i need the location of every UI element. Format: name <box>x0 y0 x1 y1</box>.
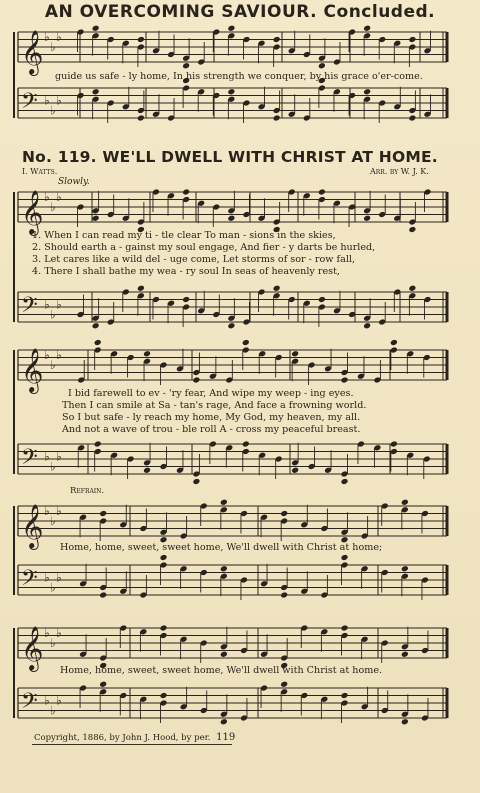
note-head <box>363 25 371 32</box>
note-head <box>192 478 200 485</box>
note-head <box>401 651 409 658</box>
flat-icon: ♭ <box>50 703 56 718</box>
flat-icon: ♭ <box>50 513 56 528</box>
note-head <box>341 625 349 632</box>
note-head <box>99 592 107 599</box>
note-head <box>160 625 168 632</box>
verse-1-line-2: I bid farewell to ev - 'ry fear, And wipe my weep - ing eyes. <box>68 388 354 399</box>
note-head <box>220 499 228 506</box>
flat-icon: ♭ <box>50 459 56 474</box>
verse-3-line-2: So I but safe - ly reach my home, My God, my heaven, my all. <box>62 412 361 423</box>
note-head <box>273 36 281 43</box>
flat-icon: ♭ <box>56 449 62 464</box>
note-head <box>220 565 228 572</box>
note-head <box>291 467 299 474</box>
flat-icon: ♭ <box>44 626 50 640</box>
note-head <box>137 36 145 43</box>
flat-icon: ♭ <box>44 93 50 108</box>
note-head <box>408 115 416 122</box>
note-head <box>280 510 288 517</box>
flat-icon: ♭ <box>56 297 62 312</box>
flat-icon: ♭ <box>56 693 62 708</box>
note-head <box>92 88 100 95</box>
verse-4-line-2: And not a wave of trou - ble roll A - cross my peaceful breast. <box>62 424 361 435</box>
flat-icon: ♭ <box>50 103 56 118</box>
bass-clef-icon: 𝄢 <box>21 445 38 475</box>
bass-clef-icon: 𝄢 <box>21 293 38 323</box>
note-head <box>318 296 326 303</box>
note-head <box>318 62 326 69</box>
note-head <box>92 322 100 329</box>
note-head <box>390 441 398 448</box>
bottom-rule <box>32 744 232 745</box>
hymn-number: No. 119. <box>22 148 97 166</box>
flat-icon: ♭ <box>56 93 62 108</box>
page-number: 119 <box>216 732 236 743</box>
note-head <box>341 692 349 699</box>
note-head <box>318 189 326 196</box>
note-head <box>273 285 281 292</box>
note-head <box>280 592 288 599</box>
note-head <box>182 62 190 69</box>
treble-clef-icon: 𝄞 <box>21 626 44 670</box>
refrain-line-1: Home, home, sweet, sweet home, We'll dwell with Christ at home; <box>60 542 383 553</box>
flat-icon: ♭ <box>50 199 56 214</box>
note-head <box>363 88 371 95</box>
tempo-marking: Slowly. <box>58 177 90 187</box>
flat-icon: ♭ <box>56 348 62 362</box>
note-head <box>227 322 235 329</box>
flat-icon: ♭ <box>44 693 50 708</box>
flat-icon: ♭ <box>50 357 56 372</box>
verse-2-line-2: Then I can smile at Sa - tan's rage, And face a frowning world. <box>62 400 367 411</box>
note-head <box>94 339 102 346</box>
note-head <box>363 322 371 329</box>
note-head <box>137 285 145 292</box>
note-head <box>280 681 288 688</box>
note-head <box>94 441 102 448</box>
flat-icon: ♭ <box>56 30 62 44</box>
note-head <box>408 36 416 43</box>
continued-title: AN OVERCOMING SAVIOUR. Concluded. <box>44 2 436 22</box>
author: I. Watts. <box>22 167 58 176</box>
copyright-notice <box>34 732 235 743</box>
flat-icon: ♭ <box>56 190 62 204</box>
verse-2-line-1: 2. Should earth a - gainst my soul engage, And fier - y darts be hurled, <box>32 242 376 253</box>
concluded-lyric: guide us safe - ly home, In his strength we conquer, by his grace o'er-come. <box>55 71 423 82</box>
note-head <box>143 467 151 474</box>
flat-icon: ♭ <box>56 626 62 640</box>
arranger: Arr. by W. J. K. <box>370 167 429 176</box>
note-head <box>227 25 235 32</box>
flat-icon: ♭ <box>44 449 50 464</box>
bass-clef-icon: 𝄢 <box>21 689 38 719</box>
note-head <box>273 115 281 122</box>
note-head <box>99 510 107 517</box>
verse-4-line-1: 4. There I shall bathe my wea - ry soul In seas of heavenly rest, <box>32 266 340 277</box>
note-head <box>291 350 299 357</box>
note-head <box>160 554 168 561</box>
flat-icon: ♭ <box>50 39 56 54</box>
treble-clef-icon: 𝄞 <box>21 348 44 392</box>
treble-clef-icon: 𝄞 <box>21 190 44 234</box>
note-head <box>99 681 107 688</box>
flat-icon: ♭ <box>44 504 50 518</box>
note-head <box>341 377 349 384</box>
note-head <box>143 350 151 357</box>
verse-1-line-1: 1. When I can read my ti - tle clear To man - sions in the skies, <box>32 230 336 241</box>
note-head <box>160 692 168 699</box>
flat-icon: ♭ <box>56 504 62 518</box>
note-head <box>137 115 145 122</box>
note-head <box>390 339 398 346</box>
note-head <box>242 339 250 346</box>
bass-clef-icon: 𝄢 <box>21 89 38 119</box>
flat-icon: ♭ <box>44 190 50 204</box>
note-head <box>182 296 190 303</box>
note-head <box>341 554 349 561</box>
hymn-name: WE'LL DWELL WITH CHRIST AT HOME. <box>102 148 438 166</box>
flat-icon: ♭ <box>44 348 50 362</box>
flat-icon: ♭ <box>44 570 50 585</box>
note-head <box>227 88 235 95</box>
note-head <box>401 499 409 506</box>
note-head <box>182 189 190 196</box>
note-head <box>401 718 409 725</box>
note-head <box>408 226 416 233</box>
note-head <box>341 478 349 485</box>
note-head <box>227 215 235 222</box>
note-head <box>401 565 409 572</box>
note-head <box>408 285 416 292</box>
flat-icon: ♭ <box>44 30 50 44</box>
hymn-title <box>22 148 438 166</box>
flat-icon: ♭ <box>56 570 62 585</box>
note-head <box>242 441 250 448</box>
flat-icon: ♭ <box>50 635 56 650</box>
refrain-line-2: Home, home, sweet, sweet home, We'll dwell with Christ at home. <box>60 665 383 676</box>
bass-clef-icon: 𝄢 <box>21 566 38 596</box>
note-head <box>220 651 228 658</box>
treble-clef-icon: 𝄞 <box>21 504 44 548</box>
note-head <box>192 377 200 384</box>
note-head <box>220 718 228 725</box>
flat-icon: ♭ <box>50 580 56 595</box>
note-head <box>92 215 100 222</box>
copyright-text: Copyright, 1886, by John J. Hood, by per. <box>34 733 211 743</box>
flat-icon: ♭ <box>50 307 56 322</box>
verse-3-line-1: 3. Let cares like a wild del - uge come, Let storms of sor - row fall, <box>32 254 356 265</box>
note-head <box>363 215 371 222</box>
treble-clef-icon: 𝄞 <box>21 30 44 74</box>
note-head <box>92 25 100 32</box>
refrain-label: Refrain. <box>70 486 105 496</box>
flat-icon: ♭ <box>44 297 50 312</box>
